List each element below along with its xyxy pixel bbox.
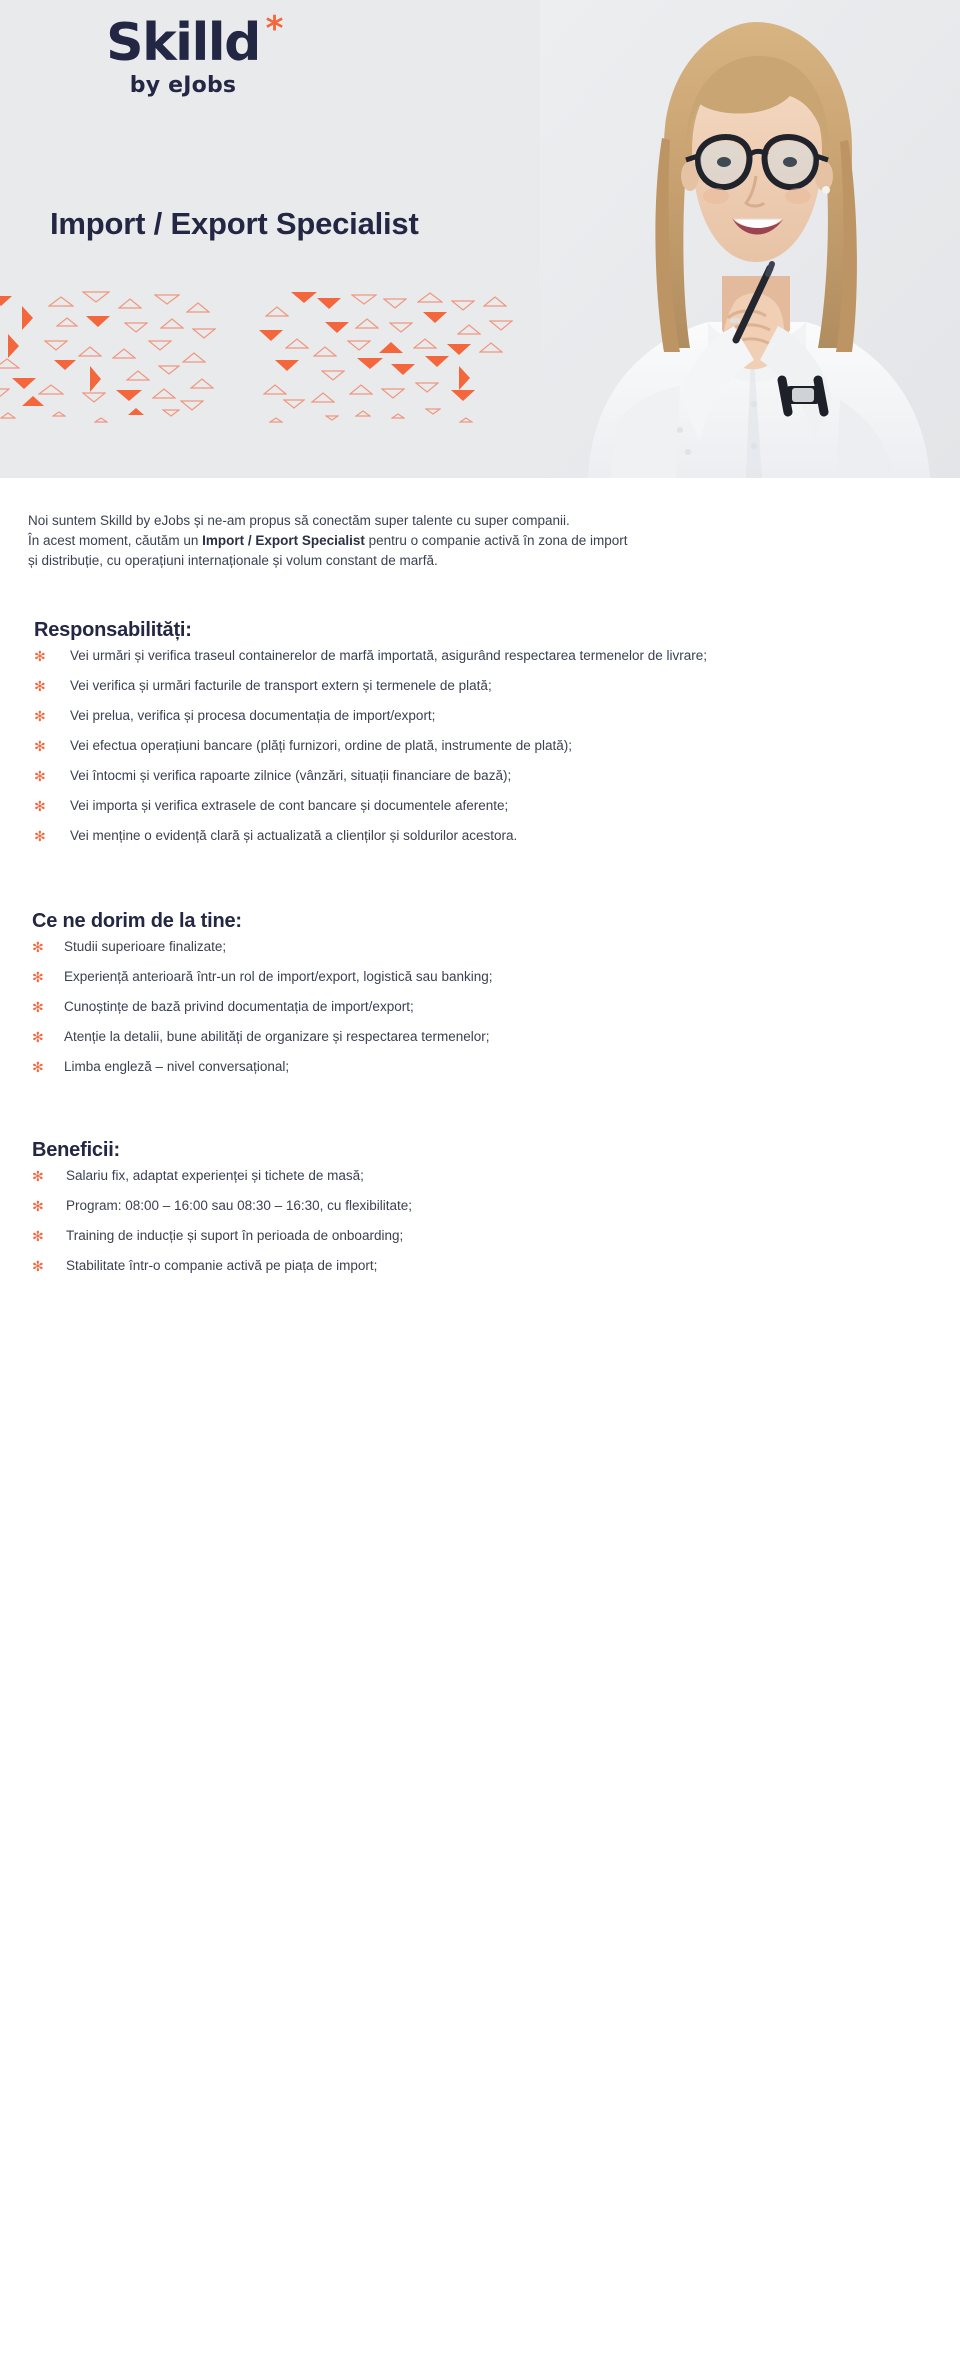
list-item-label: Atenție la detalii, bune abilități de organizare și respectarea termenelor; [64,1029,490,1044]
list-item-label: Vei urmări și verifica traseul containerelor de marfă importată, asigurând respectarea termenelor de livrare; [70,648,708,663]
list-item [34,672,932,700]
list-item-label: Stabilitate într-o companie activă pe piața de import; [66,1258,378,1273]
asterisk-bullet-icon: ✻ [32,1059,44,1075]
list-item [32,993,932,1021]
brand-logo[interactable] [78,9,288,98]
list-item [32,1162,932,1190]
list-item [32,1192,932,1220]
asterisk-bullet-icon: ✻ [34,828,46,844]
asterisk-bullet-icon: ✻ [32,1029,44,1045]
asterisk-bullet-icon: ✻ [34,798,46,814]
list-item [34,762,932,790]
intro-line-2-before: În acest moment, căutăm un [28,533,203,548]
list-item [34,792,932,820]
intro-line-2 [28,531,628,571]
logo-word-text: Skilld [106,13,260,73]
intro-line-1: Noi suntem Skilld by eJobs și ne-am propus să conectăm super talente cu super companii. [28,513,570,528]
logo-subtitle: by eJobs [129,72,237,98]
list-item-label: Vei prelua, verifica și procesa documentația de import/export; [70,708,436,723]
intro-line-2-after: pentru o companie activă în zona de import și distribuție, cu operațiuni internaționale și volum constant de marfă. [28,533,628,568]
asterisk-bullet-icon: ✻ [32,1168,44,1184]
list-item [32,1222,932,1250]
hero-photo [540,0,960,478]
asterisk-bullet-icon: ✻ [32,1258,44,1274]
list-item-label: Cunoștințe de bază privind documentația de import/export; [64,999,414,1014]
asterisk-bullet-icon: ✻ [34,648,46,664]
asterisk-bullet-icon: ✻ [34,708,46,724]
list-item [34,642,932,670]
list-item [34,702,932,730]
list-item-label: Salariu fix, adaptat experienței și tichete de masă; [66,1168,364,1183]
intro-paragraphs [28,478,628,571]
hero-left-column [0,0,560,478]
list-item-label: Vei menține o evidență clară și actualizată a clienților și soldurilor acestora. [70,828,518,843]
list-item-label: Limba engleză – nivel conversațional; [64,1059,290,1074]
list-item-label: Vei efectua operațiuni bancare (plăți furnizori, ordine de plată, instrumente de plată); [70,738,573,753]
list-item [34,822,932,850]
list-item [32,1252,932,1280]
job-description-content [0,478,960,1752]
section-title-responsabilitati: Responsabilități: [34,619,192,641]
intro-job-title-bold: Import / Export Specialist [202,533,365,548]
list-item-label: Training de inducție și suport în perioada de onboarding; [66,1228,404,1243]
hero-banner [0,0,960,478]
asterisk-bullet-icon: ✻ [32,1198,44,1214]
list-responsabilitati [34,642,932,850]
section-responsabilitati [28,619,932,850]
list-item-label: Experiență anterioară într-un rol de import/export, logistică sau banking; [64,969,493,984]
list-ce-ne-dorim [32,933,932,1081]
page-title: Import / Export Specialist [50,205,419,241]
asterisk-bullet-icon: ✻ [32,969,44,985]
logo-wordmark [106,9,282,73]
list-item [32,963,932,991]
list-item [32,1023,932,1051]
asterisk-bullet-icon: ✻ [32,1228,44,1244]
bottom-whitespace [28,1282,932,1752]
list-item-label: Studii superioare finalizate; [64,939,227,954]
section-beneficii [28,1139,932,1280]
list-item [32,933,932,961]
list-item-label: Vei întocmi și verifica rapoarte zilnice (vânzări, situații financiare de bază); [70,768,512,783]
asterisk-bullet-icon: ✻ [34,678,46,694]
section-title-ce-ne-dorim: Ce ne dorim de la tine: [32,910,242,932]
list-item [34,732,932,760]
asterisk-bullet-icon: ✻ [32,939,44,955]
list-item-label: Program: 08:00 – 16:00 sau 08:30 – 16:30, cu flexibilitate; [66,1198,412,1213]
list-item-label: Vei importa și verifica extrasele de cont bancare și documentele aferente; [70,798,509,813]
asterisk-icon: * [265,9,282,49]
section-ce-ne-dorim [28,910,932,1081]
asterisk-bullet-icon: ✻ [32,999,44,1015]
asterisk-bullet-icon: ✻ [34,738,46,754]
section-title-beneficii: Beneficii: [32,1139,121,1161]
list-item-label: Vei verifica și urmări facturile de transport extern și termenele de plată; [70,678,492,693]
asterisk-bullet-icon: ✻ [34,768,46,784]
list-beneficii [32,1162,932,1280]
list-item [32,1053,932,1081]
